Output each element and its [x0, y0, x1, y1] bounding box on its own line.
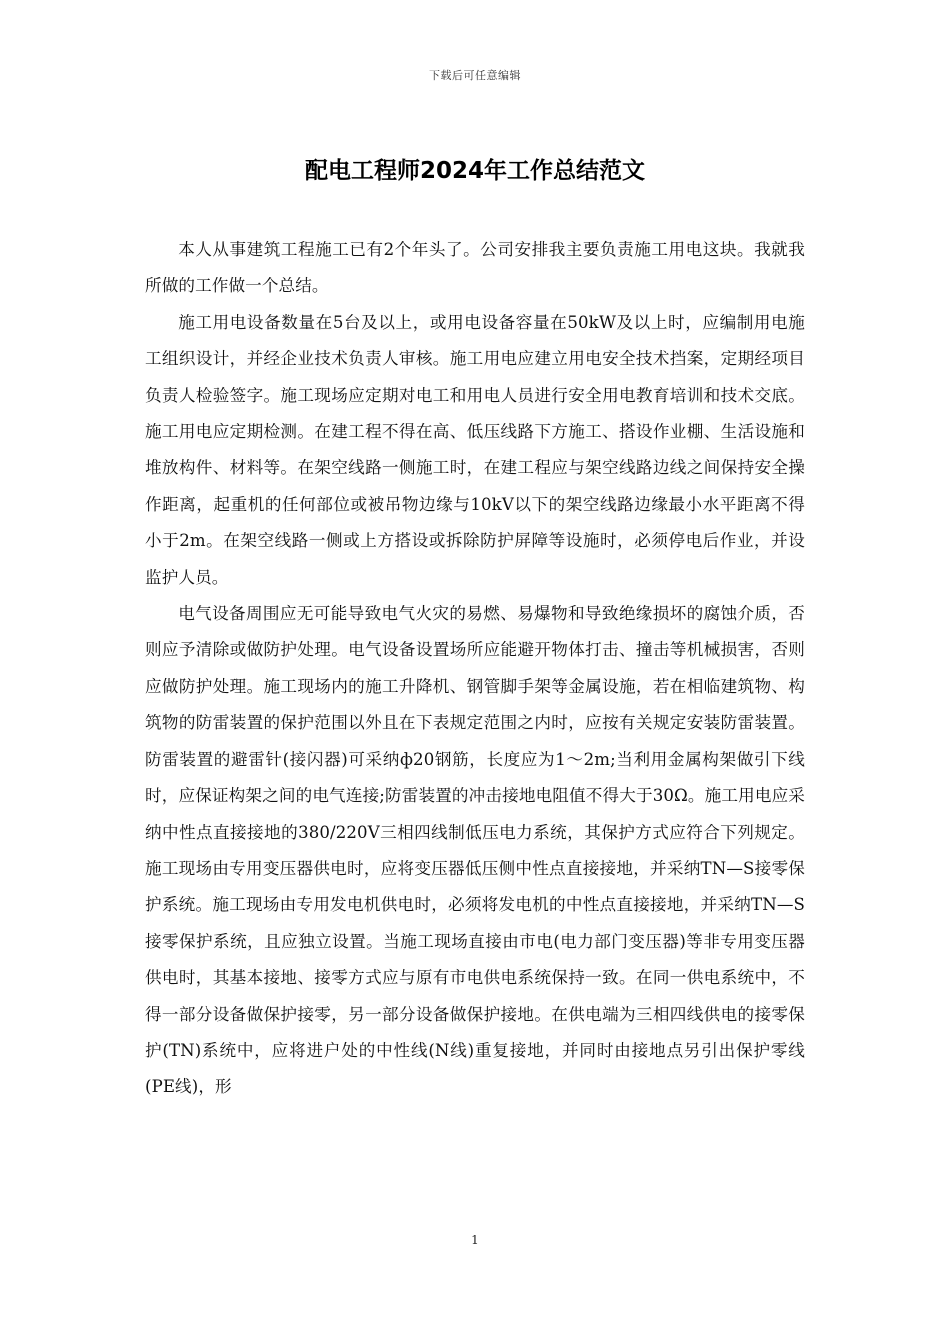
header-note: 下载后可任意编辑 [429, 69, 521, 82]
document-title: 配电工程师2024年工作总结范文 [304, 158, 645, 184]
paragraph-equipment-protection: 电气设备周围应无可能导致电气火灾的易燃、易爆物和导致绝缘损坏的腐蚀介质，否则应予清除或做防护处理。电气设备设置场所应能避开物体打击、撞击等机械损害，否则应做防护处理。施工现场内的施工升降机、钢管脚手架等金属设施，若在相临建筑物、构筑物的防雷装置的保护范围以外且在下表规定范围之内时，应按有关规定安装防雷装置。防雷装置的避雷针(接闪器)可采纳ф20钢筋，长度应为1～2m;当利用金属构架做引下线时，应保证构架之间的电气连接;防雷装置的冲击接地电阻值不得大于30Ω。施工用电应采纳中性点直接接地的380/220V三相四线制低压电力系统，其保护方式应符合下列规定。施工现场由专用变压器供电时，应将变压器低压侧中性点直接接地，并采纳TN—S接零保护系统。施工现场由专用发电机供电时，必须将发电机的中性点直接接地，并采纳TN—S接零保护系统，且应独立设置。当施工现场直接由市电(电力部门变压器)等非专用变压器供电时，其基本接地、接零方式应与原有市电供电系统保持一致。在同一供电系统中，不得一部分设备做保护接零，另一部分设备做保护接地。在供电端为三相四线供电的接零保护(TN)系统中，应将进户处的中性线(N线)重复接地，并同时由接地点另引出保护零线(PE线)，形 [145, 604, 805, 1097]
paragraph-power-requirements: 施工用电设备数量在5台及以上，或用电设备容量在50kW及以上时，应编制用电施工组织设计，并经企业技术负责人审核。施工用电应建立用电安全技术挡案，定期经项目负责人检验签字。施工现场应定期对电工和用电人员进行安全用电教育培训和技术交底。施工用电应定期检测。在建工程不得在高、低压线路下方施工、搭设作业棚、生活设施和堆放构件、材料等。在架空线路一侧施工时，在建工程应与架空线路边线之间保持安全操作距离，起重机的任何部位或被吊物边缘与10kV以下的架空线路边缘最小水平距离不得小于2m。在架空线路一侧或上方搭设或拆除防护屏障等设施时，必须停电后作业，并设监护人员。 [145, 312, 805, 587]
page-number: 1 [471, 1233, 479, 1247]
paragraph-intro: 本人从事建筑工程施工已有2个年头了。公司安排我主要负责施工用电这块。我就我所做的工作做一个总结。 [145, 240, 805, 296]
document-body [145, 232, 805, 1106]
